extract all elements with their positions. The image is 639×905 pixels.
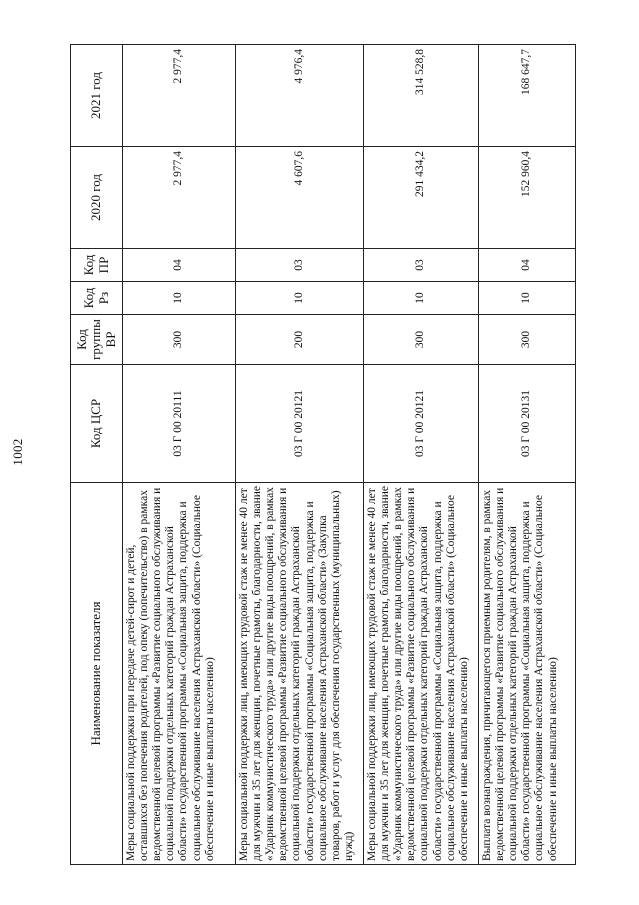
row-vr: 300 [123,315,236,365]
row-pr: 03 [236,249,364,282]
row-vr: 300 [479,315,576,365]
header-2021: 2021 год [71,45,123,147]
header-pr: Код ПР [71,249,123,282]
table-row [364,45,479,865]
row-2021: 314 528,8 [364,45,479,147]
header-vr: Код группы ВР [71,315,123,365]
row-2020: 291 434,2 [364,147,479,249]
row-2021: 4 976,4 [236,45,364,147]
row-csr: 03 Г 00 20131 [479,365,576,483]
row-pr: 04 [479,249,576,282]
row-vr: 300 [364,315,479,365]
header-2020: 2020 год [71,147,123,249]
row-rz: 10 [123,282,236,315]
header-name: Наименование показателя [71,483,123,865]
rotated-page [70,45,575,865]
table-row [479,45,576,865]
page-number: 1002 [10,438,25,466]
row-csr: 03 Г 00 20121 [364,365,479,483]
row-vr: 200 [236,315,364,365]
row-rz: 10 [236,282,364,315]
row-csr: 03 Г 00 20111 [123,365,236,483]
table-row [123,45,236,865]
row-name: Выплата вознаграждения, причитающегося приемным родителям, в рамках ведомственной целевой программы «Развитие социального обслуживания и социальной поддержки отдельных категорий граждан Астраханской области» государственной программы «Социальная защита, поддержка и социальное обслуживание населения Астраханской области» (Социальное обеспечение и иные выплаты населению) [479,483,576,865]
header-csr: Код ЦСР [71,365,123,483]
row-pr: 03 [364,249,479,282]
table-row [236,45,364,865]
row-rz: 10 [479,282,576,315]
row-name: Меры социальной поддержки лиц, имеющих трудовой стаж не менее 40 лет для мужчин и 35 лет для женщин, почетные грамоты, благодарности, звание «Ударник коммунистического труда» или другие виды поощрений, в рамках ведомственной целевой программы «Развитие социального обслуживания и социальной поддержки отдельных категорий граждан Астраханской области» государственной программы «Социальная защита, поддержка и социальное обслуживание населения Астраханской области» (Социальное обеспечение и иные выплаты населению) [364,483,479,865]
row-2020: 4 607,6 [236,147,364,249]
table-header-row [71,45,123,865]
row-name: Меры социальной поддержки при передаче детей-сирот и детей, оставшихся без попечения родителей, под опеку (попечительство) в рамках ведомственной целевой программы «Развитие социального обслуживания и социальной поддержки отдельных категорий граждан Астраханской области» государственной программы «Социальная защита, поддержка и социальное обслуживание населения Астраханской области» (Социальное обеспечение и иные выплаты населению) [123,483,236,865]
budget-table [70,44,576,865]
row-2021: 2 977,4 [123,45,236,147]
header-rz: Код Рз [71,282,123,315]
row-rz: 10 [364,282,479,315]
row-2020: 2 977,4 [123,147,236,249]
row-csr: 03 Г 00 20121 [236,365,364,483]
row-2020: 152 960,4 [479,147,576,249]
row-2021: 168 647,7 [479,45,576,147]
row-pr: 04 [123,249,236,282]
row-name: Меры социальной поддержки лиц, имеющих трудовой стаж не менее 40 лет для мужчин и 35 лет для женщин, почетные грамоты, благодарности, звание «Ударник коммунистического труда» или другие виды поощрений, в рамках ведомственной целевой программы «Развитие социального обслуживания и социальной поддержки отдельных категорий граждан Астраханской области» государственной программы «Социальная защита, поддержка и социальное обслуживание населения Астраханской области» (Закупка товаров, работ и услуг для обеспечения государственных (муниципальных) нужд) [236,483,364,865]
